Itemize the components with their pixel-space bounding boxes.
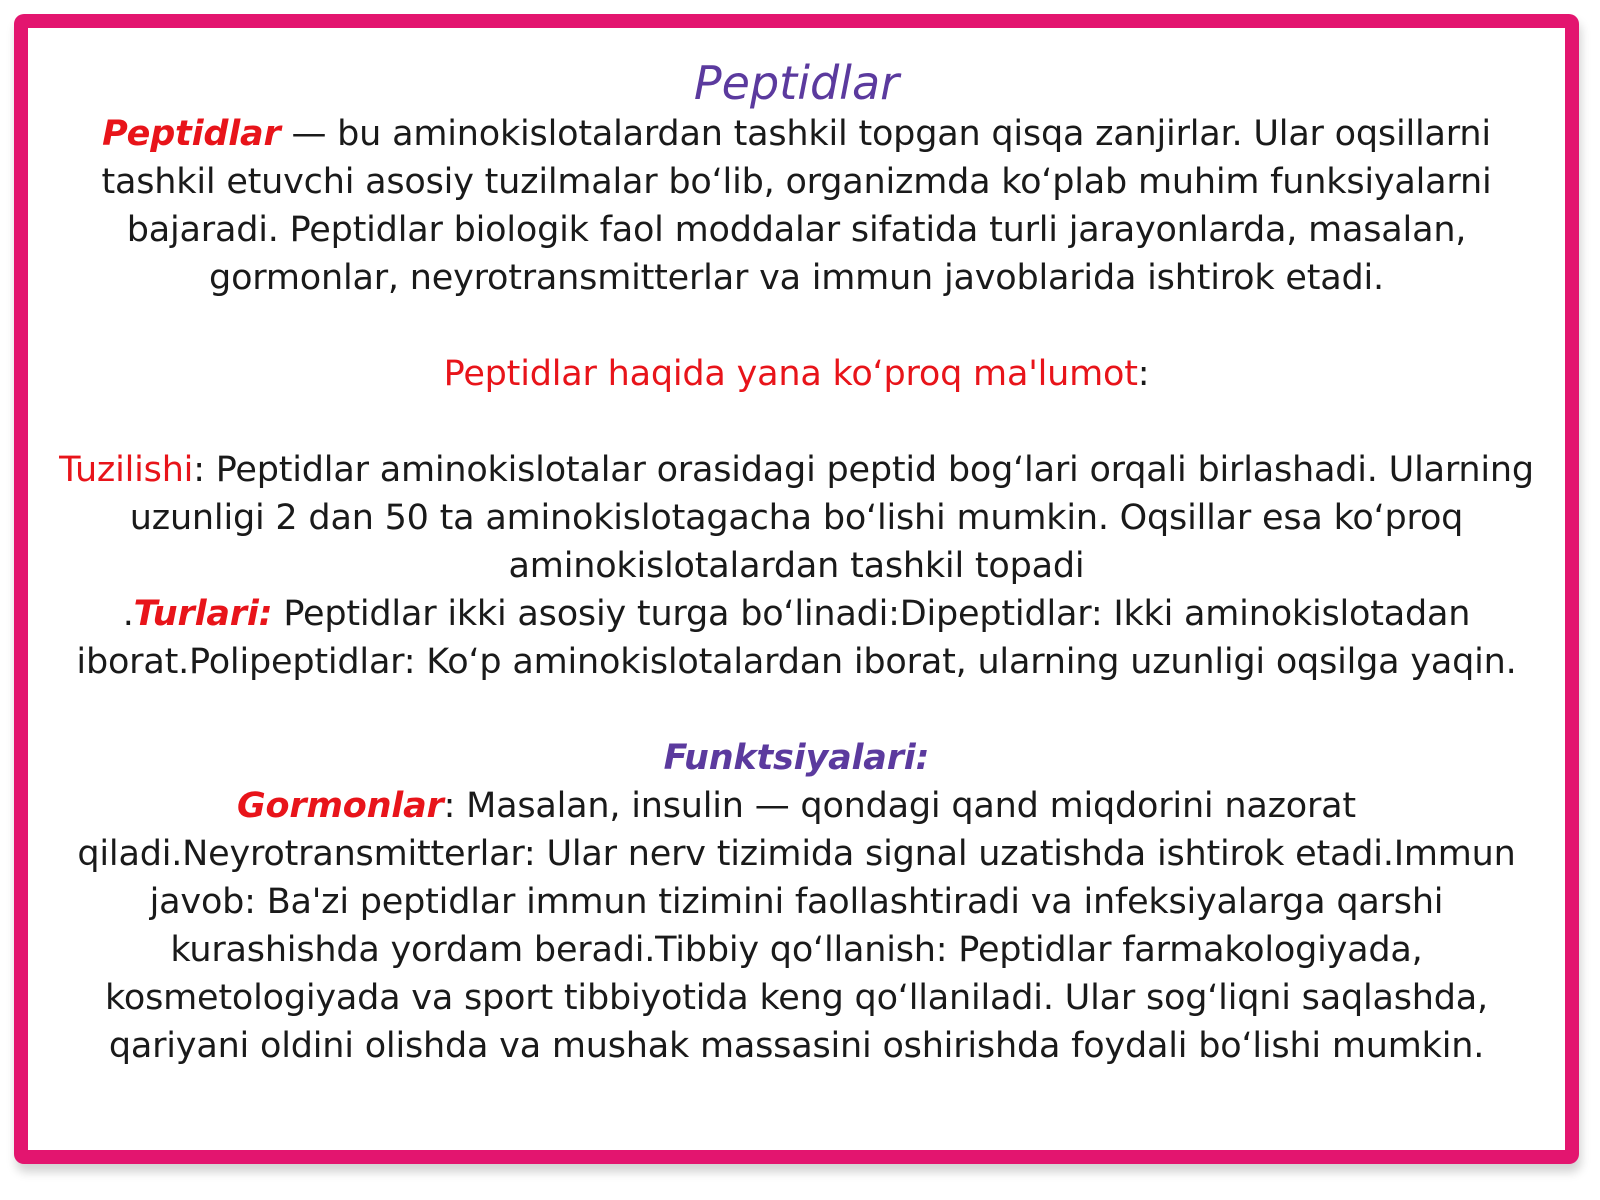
intro-term: Peptidlar <box>102 114 281 154</box>
types-prefix: . <box>122 594 134 634</box>
functions-paragraph <box>50 782 1543 1070</box>
types-text: Peptidlar ikki asosiy turga boʻlinadi:Dipeptidlar: Ikki aminokislotadan iborat.Polipeptidlar: Koʻp aminokislotalardan iborat, ularning uzunligi oqsilga yaqin. <box>76 594 1517 682</box>
types-term: Turlari: <box>133 594 273 634</box>
more-info-label: Peptidlar haqida yana koʻproq ma'lumot <box>443 354 1138 394</box>
more-info-suffix: : <box>1137 354 1150 394</box>
functions-text: : Masalan, insulin — qondagi qand miqdorini nazorat qiladi.Neyrotransmitterlar: Ular nerv tizimida signal uzatishda ishtirok etadi.Immun javob: Ba'zi peptidlar immun tizimini faollashtiradi va infeksiyalarga qarshi kurashishda yordam beradi.Tibbiy qoʻllanish: Peptidlar farmakologiyada, kosmetologiyada va sport tibbiyotida keng qoʻllaniladi. Ular sogʻliqni saqlashda, qariyani oldini olishda va mushak massasini oshirishda foydali boʻlishi mumkin. <box>77 786 1516 1066</box>
slide-frame <box>14 14 1579 1164</box>
structure-text: : Peptidlar aminokislotalar orasidagi peptid bogʻlari orqali birlashadi. Ularning uzunligi 2 dan 50 ta aminokislotagacha boʻlishi mumkin. Oqsillar esa koʻproq aminokislotalardan tashkil topadi <box>129 450 1534 586</box>
functions-heading: Funktsiyalari: <box>663 738 930 778</box>
types-paragraph <box>50 590 1543 686</box>
functions-heading-line <box>50 734 1543 782</box>
page-title: Peptidlar <box>693 56 900 110</box>
intro-paragraph <box>50 110 1543 302</box>
intro-text: — bu aminokislotalardan tashkil topgan qisqa zanjirlar. Ular oqsillarni tashkil etuvchi asosiy tuzilmalar boʻlib, organizmda koʻplab muhim funksiyalarni bajaradi. Peptidlar biologik faol moddalar sifatida turli jarayonlarda, masalan, gormonlar, neyrotransmitterlar va immun javoblarida ishtirok etadi. <box>101 114 1492 298</box>
structure-paragraph <box>50 446 1543 590</box>
more-info-line <box>50 350 1543 398</box>
structure-term: Tuzilishi <box>59 450 194 490</box>
spacer <box>50 302 1543 350</box>
spacer <box>50 686 1543 734</box>
functions-term: Gormonlar <box>237 786 444 826</box>
spacer <box>50 398 1543 446</box>
